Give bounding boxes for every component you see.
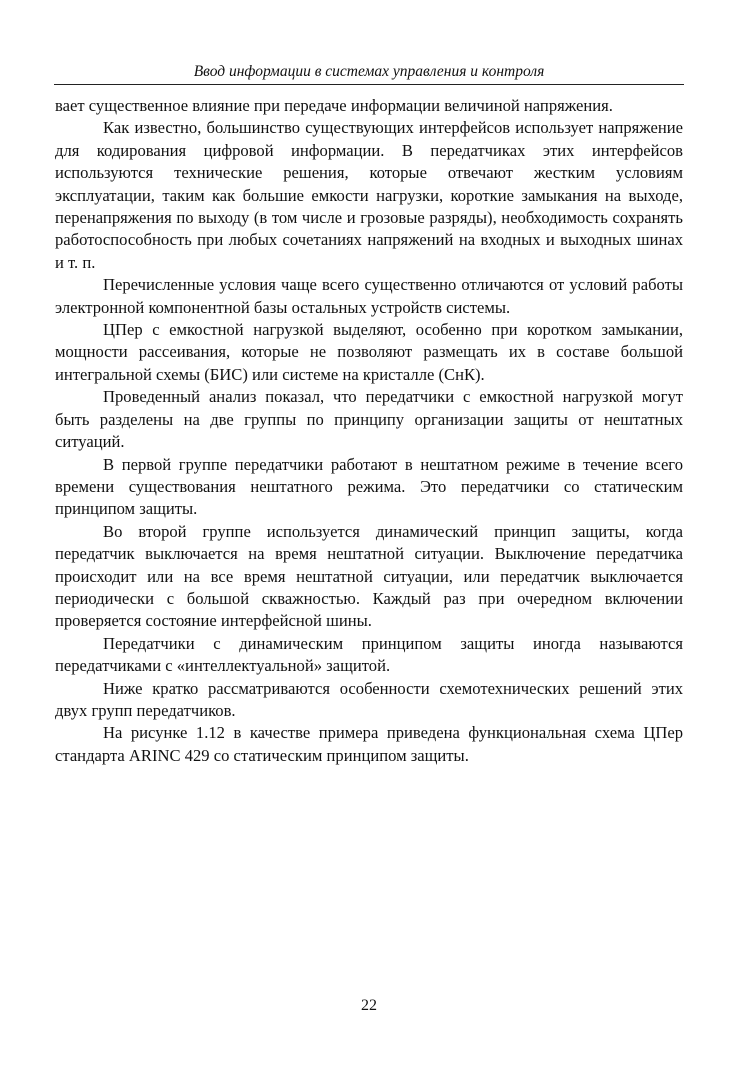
paragraph: Передатчики с динамическим принципом защиты иногда называются передатчиками с «интеллектуальной» защитой.: [55, 633, 683, 676]
paragraph: В первой группе передатчики работают в нештатном режиме в течение всего времени существования нештатного режима. Это передатчики со статическим принципом защиты.: [55, 454, 683, 519]
paragraph: Перечисленные условия чаще всего существенно отличаются от условий работы электронной компонентной базы остальных устройств системы.: [55, 275, 683, 317]
paragraph: ЦПер с емкостной нагрузкой выделяют, особенно при коротком замыкании, мощности рассеивания, которые не позволяют размещать их в составе большой интегральной схемы (БИС) или системе на кристалле (СнК).: [55, 320, 683, 384]
body-text: [55, 95, 683, 767]
header-rule: [54, 84, 684, 85]
paragraph: Во второй группе используется динамический принцип защиты, когда передатчик выключается на время нештатной ситуации. Выключение передатчика происходит или на все время нештатной ситуации, или передатчик выключается периодически с большой скважностью. Каждый раз при очередном включении проверяется состояние интерфейсной шины.: [55, 521, 683, 631]
paragraph: Как известно, большинство существующих интерфейсов использует напряжение для кодирования цифровой информации. В передатчиках этих интерфейсов используются технические решения, которые отвечают жестким условиям эксплуатации, таким как большие емкости нагрузки, короткие замыкания на выходе, перенапряжения по выходу (в том числе и грозовые разряды), необходимость сохранять работоспособность при любых сочетаниях напряжений на входных и выходных шинах и т. п.: [55, 118, 683, 272]
paragraph: Проведенный анализ показал, что передатчики с емкостной нагрузкой могут быть разделены на две группы по принципу организации защиты от нештатных ситуаций.: [55, 387, 683, 452]
paragraph: Ниже кратко рассматриваются особенности схемотехнических решений этих двух групп передатчиков.: [55, 678, 683, 720]
paragraph-continued: вает существенное влияние при передаче информации величиной напряжения.: [55, 96, 613, 115]
paragraph: На рисунке 1.12 в качестве примера приведена функциональная схема ЦПер стандарта ARINC 429 со статическим принципом защиты.: [55, 723, 683, 765]
running-header: Ввод информации в системах управления и контроля: [193, 63, 545, 80]
page-number: 22: [361, 997, 377, 1014]
